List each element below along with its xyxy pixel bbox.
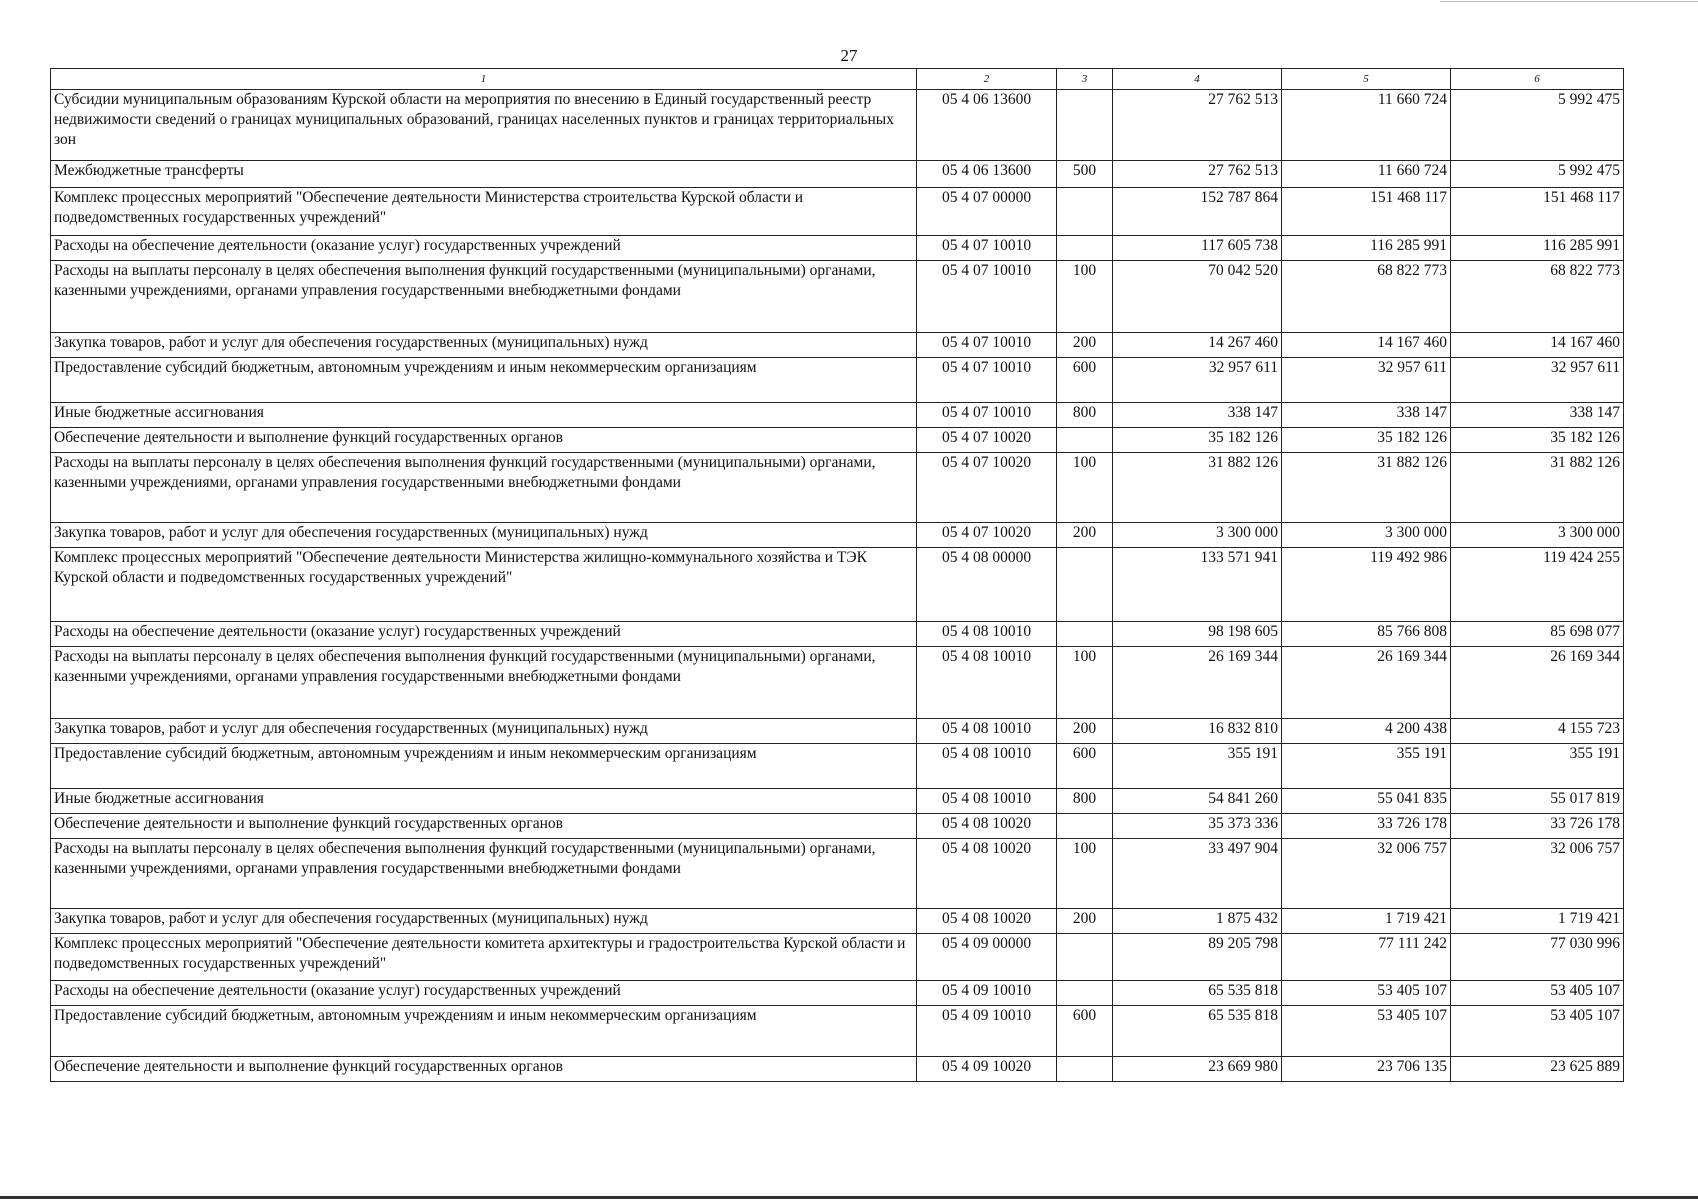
- target-article-code: 05 4 07 10020: [917, 523, 1057, 548]
- expense-name: Обеспечение деятельности и выполнение функций государственных органов: [51, 814, 917, 839]
- target-article-code: 05 4 08 10020: [917, 814, 1057, 839]
- expense-type-code: 800: [1057, 789, 1113, 814]
- amount-col6: 26 169 344: [1451, 647, 1624, 719]
- expense-name: Комплекс процессных мероприятий "Обеспечение деятельности комитета архитектуры и градостроительства Курской области и подведомственных государственных учреждений": [51, 934, 917, 981]
- amount-col6: 53 405 107: [1451, 1006, 1624, 1057]
- target-article-code: 05 4 08 10010: [917, 622, 1057, 647]
- expense-name: Закупка товаров, работ и услуг для обеспечения государственных (муниципальных) нужд: [51, 523, 917, 548]
- expense-type-code: 600: [1057, 744, 1113, 789]
- expense-type-code: [1057, 548, 1113, 622]
- amount-col4: 65 535 818: [1113, 1006, 1282, 1057]
- amount-col6: 1 719 421: [1451, 909, 1624, 934]
- expense-type-code: [1057, 814, 1113, 839]
- expense-type-code: [1057, 236, 1113, 261]
- target-article-code: 05 4 09 10010: [917, 981, 1057, 1006]
- target-article-code: 05 4 07 10020: [917, 453, 1057, 523]
- table-row: [51, 789, 1624, 814]
- amount-col4: 14 267 460: [1113, 333, 1282, 358]
- target-article-code: 05 4 07 10010: [917, 261, 1057, 333]
- amount-col5: 23 706 135: [1282, 1057, 1451, 1082]
- amount-col4: 1 875 432: [1113, 909, 1282, 934]
- expense-name: Расходы на выплаты персоналу в целях обеспечения выполнения функций государственными (муниципальными) органами, казенными учреждениями, органами управления государственными внебюджетными фондами: [51, 453, 917, 523]
- amount-col6: 68 822 773: [1451, 261, 1624, 333]
- expense-type-code: 100: [1057, 453, 1113, 523]
- page-number: 27: [840, 46, 858, 65]
- target-article-code: 05 4 07 10010: [917, 333, 1057, 358]
- amount-col4: 98 198 605: [1113, 622, 1282, 647]
- amount-col4: 133 571 941: [1113, 548, 1282, 622]
- target-article-code: 05 4 07 10020: [917, 428, 1057, 453]
- target-article-code: 05 4 08 10020: [917, 839, 1057, 909]
- amount-col5: 77 111 242: [1282, 934, 1451, 981]
- amount-col5: 119 492 986: [1282, 548, 1451, 622]
- amount-col4: 35 373 336: [1113, 814, 1282, 839]
- expense-type-code: [1057, 428, 1113, 453]
- amount-col6: 119 424 255: [1451, 548, 1624, 622]
- amount-col4: 65 535 818: [1113, 981, 1282, 1006]
- amount-col5: 26 169 344: [1282, 647, 1451, 719]
- expense-name: Комплекс процессных мероприятий "Обеспечение деятельности Министерства жилищно-коммунального хозяйства и ТЭК Курской области и подведомственных государственных учреждений": [51, 548, 917, 622]
- amount-col6: 355 191: [1451, 744, 1624, 789]
- amount-col5: 14 167 460: [1282, 333, 1451, 358]
- target-article-code: 05 4 07 00000: [917, 188, 1057, 236]
- amount-col6: 23 625 889: [1451, 1057, 1624, 1082]
- expense-type-code: 200: [1057, 719, 1113, 744]
- target-article-code: 05 4 07 10010: [917, 236, 1057, 261]
- expense-type-code: [1057, 981, 1113, 1006]
- amount-col6: 85 698 077: [1451, 622, 1624, 647]
- target-article-code: 05 4 07 10010: [917, 358, 1057, 403]
- expense-type-code: 200: [1057, 523, 1113, 548]
- amount-col4: 35 182 126: [1113, 428, 1282, 453]
- expense-type-code: 800: [1057, 403, 1113, 428]
- expense-name: Расходы на обеспечение деятельности (оказание услуг) государственных учреждений: [51, 981, 917, 1006]
- amount-col5: 32 957 611: [1282, 358, 1451, 403]
- amount-col4: 26 169 344: [1113, 647, 1282, 719]
- expense-type-code: 500: [1057, 161, 1113, 188]
- scan-bottom-edge: [0, 1196, 1698, 1199]
- table-row: [51, 358, 1624, 403]
- column-number: 5: [1282, 69, 1451, 90]
- amount-col5: 11 660 724: [1282, 90, 1451, 161]
- amount-col5: 31 882 126: [1282, 453, 1451, 523]
- expense-type-code: 100: [1057, 839, 1113, 909]
- expense-type-code: [1057, 622, 1113, 647]
- amount-col6: 32 957 611: [1451, 358, 1624, 403]
- amount-col5: 85 766 808: [1282, 622, 1451, 647]
- column-number: 4: [1113, 69, 1282, 90]
- expense-name: Закупка товаров, работ и услуг для обеспечения государственных (муниципальных) нужд: [51, 333, 917, 358]
- table-row: [51, 909, 1624, 934]
- table-row: [51, 161, 1624, 188]
- amount-col4: 23 669 980: [1113, 1057, 1282, 1082]
- table-row: [51, 333, 1624, 358]
- expense-type-code: 600: [1057, 358, 1113, 403]
- expense-name: Закупка товаров, работ и услуг для обеспечения государственных (муниципальных) нужд: [51, 909, 917, 934]
- expense-name: Закупка товаров, работ и услуг для обеспечения государственных (муниципальных) нужд: [51, 719, 917, 744]
- table-row: [51, 236, 1624, 261]
- expense-name: Расходы на обеспечение деятельности (оказание услуг) государственных учреждений: [51, 622, 917, 647]
- expense-name: Обеспечение деятельности и выполнение функций государственных органов: [51, 428, 917, 453]
- table-row: [51, 548, 1624, 622]
- budget-table: [50, 68, 1624, 1082]
- amount-col6: 14 167 460: [1451, 333, 1624, 358]
- expense-type-code: 100: [1057, 261, 1113, 333]
- column-number: 3: [1057, 69, 1113, 90]
- amount-col5: 53 405 107: [1282, 981, 1451, 1006]
- amount-col6: 151 468 117: [1451, 188, 1624, 236]
- amount-col4: 355 191: [1113, 744, 1282, 789]
- amount-col6: 4 155 723: [1451, 719, 1624, 744]
- table-row: [51, 428, 1624, 453]
- amount-col5: 68 822 773: [1282, 261, 1451, 333]
- table-row: [51, 523, 1624, 548]
- target-article-code: 05 4 06 13600: [917, 90, 1057, 161]
- amount-col6: 32 006 757: [1451, 839, 1624, 909]
- amount-col4: 3 300 000: [1113, 523, 1282, 548]
- expense-name: Предоставление субсидий бюджетным, автономным учреждениям и иным некоммерческим организациям: [51, 1006, 917, 1057]
- table-row: [51, 622, 1624, 647]
- table-row: [51, 744, 1624, 789]
- amount-col6: 35 182 126: [1451, 428, 1624, 453]
- expense-name: Субсидии муниципальным образованиям Курской области на мероприятия по внесению в Единый государственный реестр недвижимости сведений о границах муниципальных образований, границах населенных пунктов и границах территориальных зон: [51, 90, 917, 161]
- target-article-code: 05 4 07 10010: [917, 403, 1057, 428]
- table-row: [51, 839, 1624, 909]
- column-number: 6: [1451, 69, 1624, 90]
- expense-type-code: 200: [1057, 333, 1113, 358]
- table-row: [51, 90, 1624, 161]
- amount-col5: 3 300 000: [1282, 523, 1451, 548]
- amount-col4: 54 841 260: [1113, 789, 1282, 814]
- expense-type-code: [1057, 90, 1113, 161]
- target-article-code: 05 4 09 10020: [917, 1057, 1057, 1082]
- expense-name: Расходы на выплаты персоналу в целях обеспечения выполнения функций государственными (муниципальными) органами, казенными учреждениями, органами управления государственными внебюджетными фондами: [51, 647, 917, 719]
- amount-col6: 3 300 000: [1451, 523, 1624, 548]
- amount-col6: 53 405 107: [1451, 981, 1624, 1006]
- expense-type-code: [1057, 188, 1113, 236]
- amount-col4: 33 497 904: [1113, 839, 1282, 909]
- amount-col5: 1 719 421: [1282, 909, 1451, 934]
- target-article-code: 05 4 08 10020: [917, 909, 1057, 934]
- expense-type-code: [1057, 934, 1113, 981]
- expense-name: Комплекс процессных мероприятий "Обеспечение деятельности Министерства строительства Курской области и подведомственных государственных учреждений": [51, 188, 917, 236]
- amount-col5: 116 285 991: [1282, 236, 1451, 261]
- expense-type-code: 600: [1057, 1006, 1113, 1057]
- amount-col5: 55 041 835: [1282, 789, 1451, 814]
- table-row: [51, 934, 1624, 981]
- table-row: [51, 1057, 1624, 1082]
- table-row: [51, 647, 1624, 719]
- amount-col6: 77 030 996: [1451, 934, 1624, 981]
- table-row: [51, 981, 1624, 1006]
- amount-col5: 11 660 724: [1282, 161, 1451, 188]
- amount-col4: 152 787 864: [1113, 188, 1282, 236]
- amount-col4: 27 762 513: [1113, 90, 1282, 161]
- expense-type-code: 200: [1057, 909, 1113, 934]
- target-article-code: 05 4 06 13600: [917, 161, 1057, 188]
- amount-col4: 16 832 810: [1113, 719, 1282, 744]
- column-number: 2: [917, 69, 1057, 90]
- table-row: [51, 403, 1624, 428]
- target-article-code: 05 4 08 10010: [917, 744, 1057, 789]
- amount-col5: 32 006 757: [1282, 839, 1451, 909]
- expense-name: Расходы на обеспечение деятельности (оказание услуг) государственных учреждений: [51, 236, 917, 261]
- expense-name: Межбюджетные трансферты: [51, 161, 917, 188]
- table-row: [51, 453, 1624, 523]
- table-row: [51, 814, 1624, 839]
- target-article-code: 05 4 08 10010: [917, 719, 1057, 744]
- amount-col6: 33 726 178: [1451, 814, 1624, 839]
- target-article-code: 05 4 08 10010: [917, 789, 1057, 814]
- amount-col6: 31 882 126: [1451, 453, 1624, 523]
- target-article-code: 05 4 08 10010: [917, 647, 1057, 719]
- expense-name: Предоставление субсидий бюджетным, автономным учреждениям и иным некоммерческим организациям: [51, 744, 917, 789]
- expense-name: Предоставление субсидий бюджетным, автономным учреждениям и иным некоммерческим организациям: [51, 358, 917, 403]
- amount-col5: 53 405 107: [1282, 1006, 1451, 1057]
- amount-col6: 5 992 475: [1451, 161, 1624, 188]
- amount-col6: 55 017 819: [1451, 789, 1624, 814]
- amount-col5: 35 182 126: [1282, 428, 1451, 453]
- amount-col5: 151 468 117: [1282, 188, 1451, 236]
- table-row: [51, 188, 1624, 236]
- scan-edge-line: [1440, 1, 1698, 2]
- column-number: 1: [51, 69, 917, 90]
- amount-col6: 338 147: [1451, 403, 1624, 428]
- amount-col5: 338 147: [1282, 403, 1451, 428]
- target-article-code: 05 4 08 00000: [917, 548, 1057, 622]
- amount-col4: 32 957 611: [1113, 358, 1282, 403]
- expense-name: Расходы на выплаты персоналу в целях обеспечения выполнения функций государственными (муниципальными) органами, казенными учреждениями, органами управления государственными внебюджетными фондами: [51, 839, 917, 909]
- table-row: [51, 1006, 1624, 1057]
- target-article-code: 05 4 09 00000: [917, 934, 1057, 981]
- amount-col4: 338 147: [1113, 403, 1282, 428]
- amount-col4: 70 042 520: [1113, 261, 1282, 333]
- amount-col5: 355 191: [1282, 744, 1451, 789]
- amount-col6: 116 285 991: [1451, 236, 1624, 261]
- expense-name: Обеспечение деятельности и выполнение функций государственных органов: [51, 1057, 917, 1082]
- column-number-row: [51, 69, 1624, 90]
- expense-type-code: 100: [1057, 647, 1113, 719]
- target-article-code: 05 4 09 10010: [917, 1006, 1057, 1057]
- expense-name: Расходы на выплаты персоналу в целях обеспечения выполнения функций государственными (муниципальными) органами, казенными учреждениями, органами управления государственными внебюджетными фондами: [51, 261, 917, 333]
- amount-col4: 89 205 798: [1113, 934, 1282, 981]
- amount-col4: 31 882 126: [1113, 453, 1282, 523]
- amount-col4: 117 605 738: [1113, 236, 1282, 261]
- expense-name: Иные бюджетные ассигнования: [51, 789, 917, 814]
- table-row: [51, 261, 1624, 333]
- expense-name: Иные бюджетные ассигнования: [51, 403, 917, 428]
- amount-col6: 5 992 475: [1451, 90, 1624, 161]
- amount-col5: 4 200 438: [1282, 719, 1451, 744]
- amount-col5: 33 726 178: [1282, 814, 1451, 839]
- table-row: [51, 719, 1624, 744]
- amount-col4: 27 762 513: [1113, 161, 1282, 188]
- expense-type-code: [1057, 1057, 1113, 1082]
